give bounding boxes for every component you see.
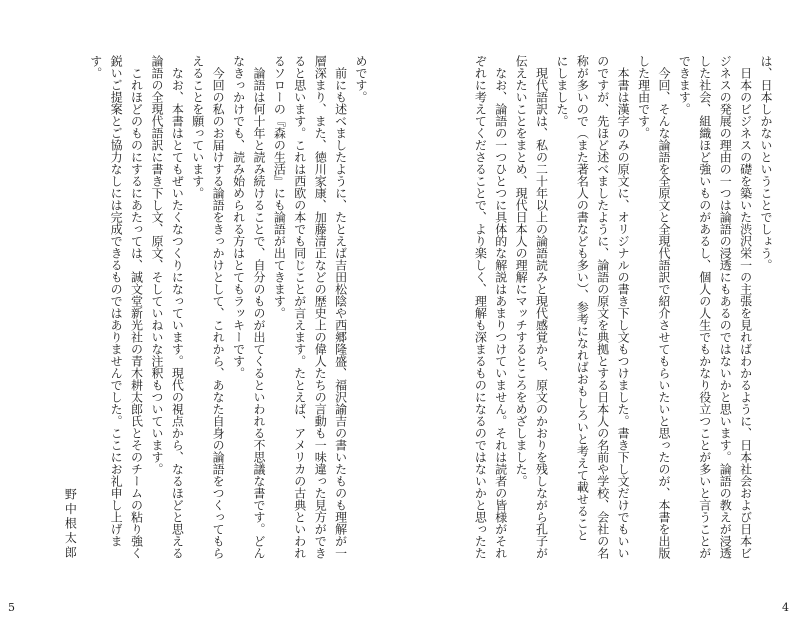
text-column: 層深まり、また、徳川家康、加藤清正などの歴史上の偉人たちの言動も一味違った見方ができ — [313, 55, 328, 559]
text-column: なお、論語の一つひとつに具体的な解説はあまりつけていません。それは読者の皆様がそれ — [493, 67, 508, 559]
text-column: えることを願っています。 — [190, 55, 205, 199]
text-column: 日本のビジネスの礎を築いた渋沢栄一の主張を見ればわかるように、日本社会および日本ビ — [738, 67, 753, 559]
text-column: これほどのものにするにあたっては、誠文堂新光社の青木耕太郎氏とそのチームの粘り強く — [129, 67, 144, 559]
text-column: は、日本しかないということでしょう。 — [759, 55, 773, 271]
text-column: なきっかけでも、読み始められる方はとてもラッキーです。 — [231, 55, 246, 379]
text-column: 鋭いご提案とご協力なしには完成できるものではありませんでした。ここにお礼申し上げま — [109, 55, 124, 547]
text-column: めです。 — [354, 55, 368, 103]
text-column: 伝えたいことをまとめ、現代日本人の理解にマッチするところをめざしました。 — [514, 55, 529, 487]
right-page-body — [470, 55, 776, 560]
text-column: 論語の全現代語訳に書き下し文、原文、そしていねいな注釈もついています。 — [149, 55, 164, 475]
text-column: 本書は漢字のみの原文に、オリジナルの書き下し文もつけました。書き下し文だけでもいい — [616, 67, 631, 559]
text-column: 今回、そんな論語を全原文と全現代語訳で紹介させてもらいたいと思ったのが、本書を出版 — [656, 67, 671, 559]
left-page-body — [60, 55, 371, 560]
text-column: できます。 — [677, 55, 692, 115]
text-column: ジネスの発展の理由の一つは論語の浸透にもあるのではないかと思います。論語の教えが浸透 — [718, 55, 733, 559]
text-column: のですが、先ほど述べましたように、論語の原文を典拠とする日本人の名前や学校、会社の名 — [595, 55, 610, 559]
page-number-left: 5 — [8, 601, 15, 614]
text-column: ぞれに考えてくださることで、より楽しく、理解も深まるものになるのではないかと思ったた — [473, 55, 488, 559]
text-column: 論語は何十年と読み続けることで、自分のものが出てくるといわれる不思議な書です。どん — [251, 67, 266, 559]
author-name: 野中根太郎 — [63, 487, 78, 560]
text-column: した社会、組織ほど強いものがあるし、個人の人生でもかなり役立つことが多いと言うことが — [697, 55, 712, 559]
text-column: した理由です。 — [636, 55, 651, 139]
text-column: にしました。 — [554, 55, 569, 127]
text-column: す。 — [88, 55, 103, 79]
text-column: るソローの『森の生活』にも論語が出てきます。 — [272, 55, 287, 319]
text-column: 前にも述べましたように、たとえば吉田松陰や西郷隆盛、福沢諭吉の書いたものも理解が一 — [333, 67, 348, 559]
text-column: ると思います。これは西欧の本でも同じことが言えます。たとえば、アメリカの古典といわれ — [292, 55, 307, 559]
text-column: 今回の私のお届けする論語をきっかけとして、これから、あなた自身の論語をつくってもら — [211, 67, 226, 559]
text-column: なお、本書はとてもぜいたくなつくりになっています。現代の視点から、なるほどと思える — [170, 67, 185, 559]
page-number-right: 4 — [782, 601, 789, 614]
text-column: 現代語訳は、私の二十年以上の論語読みと現代感覚から、原文のかおりを残しながら孔子が — [534, 67, 549, 559]
text-column: 称が多いので（また著名人の書なども多い）、参考になればおもしろいと考えて載せること — [575, 55, 590, 541]
